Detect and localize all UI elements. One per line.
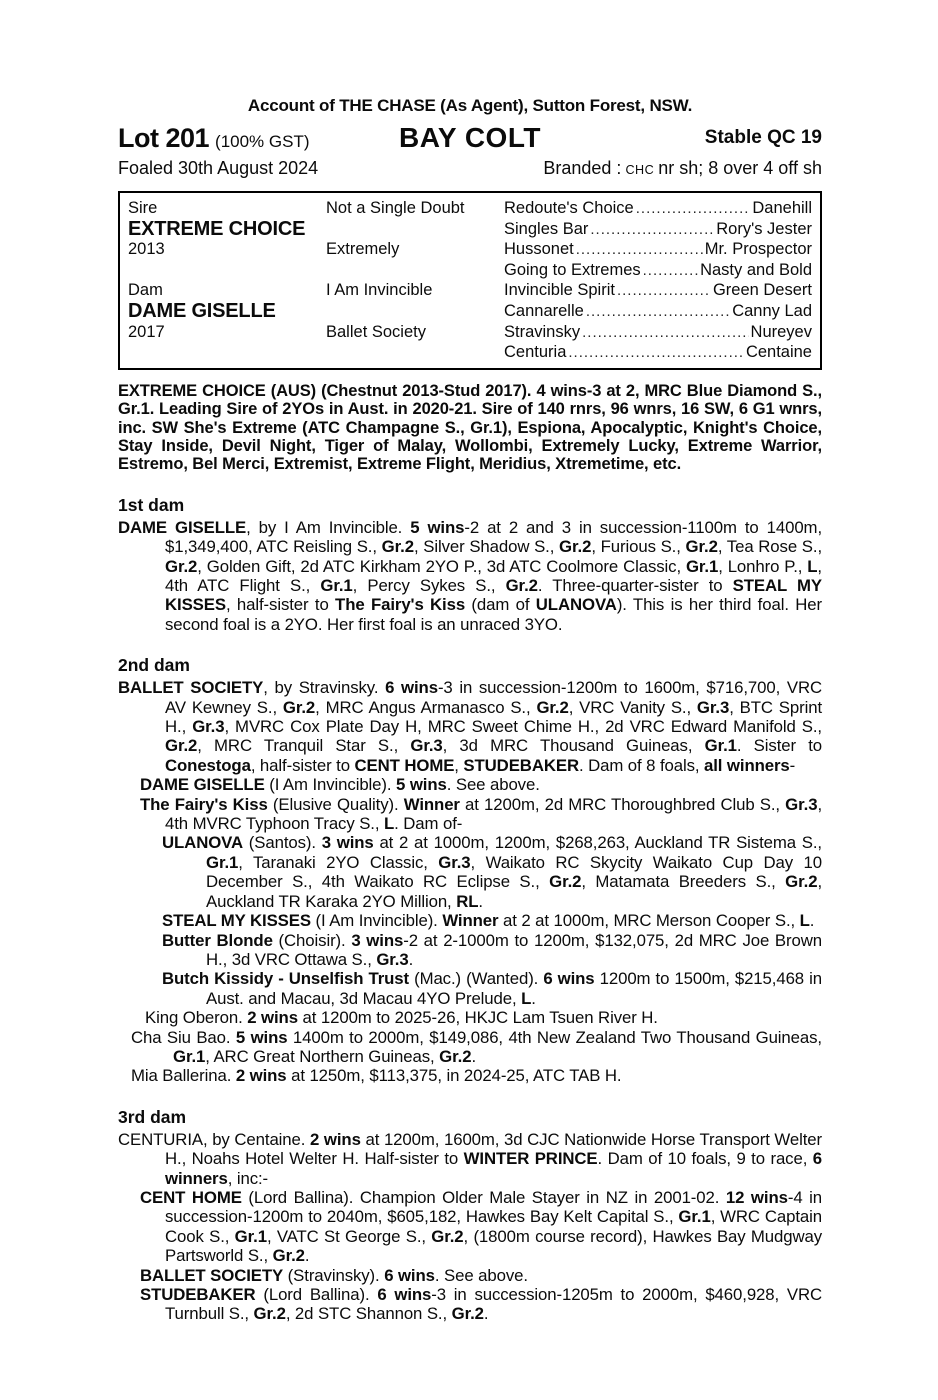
spacer [326,219,504,240]
dot-leader [590,219,714,241]
lot-number: Lot 201 [118,123,210,153]
spacer [326,342,504,363]
catalogue-page [116,0,822,1324]
ancestor-row [504,280,812,301]
progeny-paragraph: DAME GISELLE (I Am Invincible). 5 wins. See above. [140,775,540,795]
sire-grandparents-column [504,198,812,280]
ancestor-sire: Canny Lad [732,301,812,320]
horse-title: BAY COLT [399,122,541,153]
dam-id-column [128,280,326,362]
grand-progeny-paragraph: Butter Blonde (Choisir). 3 wins-2 at 2-1000m to 1200m, $132,075, 2d MRC Joe Brown H., 3d VRC Ottawa S., Gr.3. [162,930,822,969]
ancestor-name: Stravinsky [504,322,581,341]
ancestor-name: Invincible Spirit [504,281,615,300]
sire-parent-1: Not a Single Doubt [326,199,465,217]
ancestor-sire: Nureyev [750,322,812,341]
ancestor-row [504,239,812,260]
ancestor-name: Centuria [504,343,567,362]
lot-left [118,123,399,154]
dam-record-paragraph: CENTURIA, by Centaine. 2 wins at 1200m, 1600m, 3d CJC Nationwide Horse Transport Welter H., Noahs Hotel Welter H. Half-sister to WINTER PRINCE. Dam of 10 foals, 9 to race, 6 winners, inc:- [118,1129,823,1188]
progeny-paragraph: CENT HOME (Lord Ballina). Champion Older Male Stayer in NZ in 2001-02. 12 wins-4 in succession-1200m to 2040m, $605,182, Hawkes Bay Kelt Capital S., Gr.1, WRC Captain Cook S., Gr.1, VATC St George S., Gr.2, (1800m course record), Hawkes Bay Mudgway Partsworld S., Gr.2. [140,1187,823,1266]
ancestor-row [504,322,812,343]
dam-parent-2: Ballet Society [326,322,426,341]
ancestor-name: Cannarelle [504,301,584,320]
spacer [128,342,326,363]
sire-year: 2013 [128,240,165,259]
stable-ref: Stable QC 19 [704,127,822,148]
ancestor-name: Singles Bar [504,219,589,238]
spacer [326,301,504,322]
dot-leader [643,260,698,282]
progeny-paragraph: The Fairy's Kiss (Elusive Quality). Winner at 1200m, 2d MRC Thoroughbred Club S., Gr.3, 4th MVRC Typhoon Tracy S., L. Dam of- [140,794,822,834]
sire-summary-paragraph: EXTREME CHOICE (AUS) (Chestnut 2013-Stud 2017). 4 wins-3 at 2, MRC Blue Diamond S., Gr.1. Leading Sire of 2YOs in Aust. in 2020-21. Sire of 140 rnrs, 96 wnrs, 16 SW, 6 G1 wnrs, inc. SW She's Extreme (ATC Champagne S., Gr.1), Espiona, Apocalyptic, Knight's Choice, Stay Inside, Devil Night, Tiger of Malay, Wollombi, Extremely Lucky, Extreme Warrior, Estremo, Bel Merci, Extremist, Extreme Flight, Meridius, Xtremetime, etc. [118,381,822,474]
dot-leader [617,280,711,302]
dam-role-label: Dam [128,281,163,300]
section-heading-3rd-dam: 3rd dam [118,1106,187,1127]
ancestor-row [504,342,812,363]
dam-parents-column [326,280,504,362]
brand-prefix: Branded : [543,158,622,178]
grand-progeny-paragraph: King Oberon. 2 wins at 1200m to 2025-26, HKJC Lam Tsuen River H. [145,1008,658,1028]
sire-block [128,198,812,280]
dam-record-paragraph: DAME GISELLE, by I Am Invincible. 5 wins-2 at 2 and 3 in succession-1100m to 1400m, $1,349,400, ATC Reisling S., Gr.2, Silver Shadow S., Gr.2, Furious S., Gr.2, Tea Rose S., Gr.2, Golden Gift, 2d ATC Kirkham 2YO P., 3d ATC Coolmore Classic, Gr.1, Lonhro P., L, 4th ATC Flight S., Gr.1, Percy Sykes S., Gr.2. Three-quarter-sister to STEAL MY KISSES, half-sister to The Fairy's Kiss (dam of ULANOVA). This is her third foal. Her second foal is a 2YO. Her first foal is an unraced 3YO. [118,517,823,634]
ancestor-sire: Green Desert [712,281,812,300]
progeny-paragraph: Mia Ballerina. 2 wins at 1250m, $113,375, in 2024-25, ATC TAB H. [131,1066,622,1086]
dot-leader [636,198,751,220]
sire-parents-column [326,198,504,280]
dam-grandparents-column [504,280,812,362]
account-line: Account of THE CHASE (As Agent), Sutton Forest, NSW. [247,96,693,115]
progeny-paragraph: Cha Siu Bao. 5 wins 1400m to 2000m, $149,086, 4th New Zealand Two Thousand Guineas, Gr.1, ARC Great Northern Guineas, Gr.2. [131,1027,822,1066]
pedigree-table [118,191,822,370]
grand-progeny-paragraph: STEAL MY KISSES (I Am Invincible). Winner at 2 at 1000m, MRC Merson Cooper S., L. [162,911,815,931]
spacer [326,260,504,281]
dot-leader [586,301,730,323]
gst-note: (100% GST) [215,132,310,151]
sire-parent-2: Extremely [326,240,400,259]
sire-name: EXTREME CHOICE [128,217,306,240]
ancestor-sire: Mr. Prospector [704,240,812,259]
sire-role-label: Sire [128,199,158,217]
ancestor-row [504,219,812,240]
ancestor-sire: Danehill [752,199,812,217]
ancestor-row [504,301,812,322]
ancestor-row [504,260,812,281]
sire-id-column [128,198,326,280]
ancestor-name: Hussonet [504,240,574,259]
dam-year: 2017 [128,322,165,341]
grand-progeny-paragraph: Butch Kissidy - Unselfish Trust (Mac.) (Wanted). 6 wins 1200m to 1500m, $215,468 in Aust. and Macau, 3d Macau 4YO Prelude, L. [162,969,822,1008]
section-heading-1st-dam: 1st dam [118,494,185,515]
brand-code: CHC [625,163,655,177]
lot-line [118,122,822,154]
ancestor-sire: Centaine [745,343,812,362]
dam-parent-1: I Am Invincible [326,281,433,300]
spacer [128,260,326,281]
ancestor-sire: Nasty and Bold [700,260,812,279]
foaled-line [118,158,822,179]
dot-leader [582,322,748,344]
ancestor-name: Redoute's Choice [504,199,634,217]
foaled-date: Foaled 30th August 2024 [118,158,319,178]
progeny-paragraph: BALLET SOCIETY (Stravinsky). 6 wins. See above. [140,1265,528,1285]
dam-block [128,280,812,362]
ancestor-name: Going to Extremes [504,260,641,279]
ancestor-sire: Rory's Jester [716,219,812,238]
dot-leader [576,239,703,261]
progeny-paragraph: STUDEBAKER (Lord Ballina). 6 wins-3 in succession-1205m to 2000m, $460,928, VRC Turnbull S., Gr.2, 2d STC Shannon S., Gr.2. [140,1285,823,1324]
dam-name: DAME GISELLE [128,299,276,322]
dot-leader [568,342,744,364]
brand-info [543,158,822,179]
grand-progeny-paragraph: ULANOVA (Santos). 3 wins at 2 at 1000m, 1200m, $268,263, Auckland TR Sistema S., Gr.1, Taranaki 2YO Classic, Gr.3, Waikato RC Skycity Waikato Cup Day 10 December S., 4th Waikato RC Eclipse S., Gr.2, Matamata Breeders S., Gr.2, Auckland TR Karaka 2YO Million, RL. [162,833,822,911]
dam-record-paragraph: BALLET SOCIETY, by Stravinsky. 6 wins-3 in succession-1200m to 1600m, $716,700, VRC AV Kewney S., Gr.2, MRC Angus Armanasco S., Gr.2, VRC Vanity S., Gr.3, BTC Sprint H., Gr.3, MVRC Cox Plate Day H, MRC Sweet Chime H., 2d VRC Edward Manifold S., Gr.2, MRC Tranquil Star S., Gr.3, 3d MRC Thousand Guineas, Gr.1. Sister to Conestoga, half-sister to CENT HOME, STUDEBAKER. Dam of 8 foals, all winners- [118,678,823,775]
brand-suffix: nr sh; 8 over 4 off sh [658,158,822,178]
ancestor-row [504,198,812,219]
section-heading-2nd-dam: 2nd dam [118,655,190,676]
